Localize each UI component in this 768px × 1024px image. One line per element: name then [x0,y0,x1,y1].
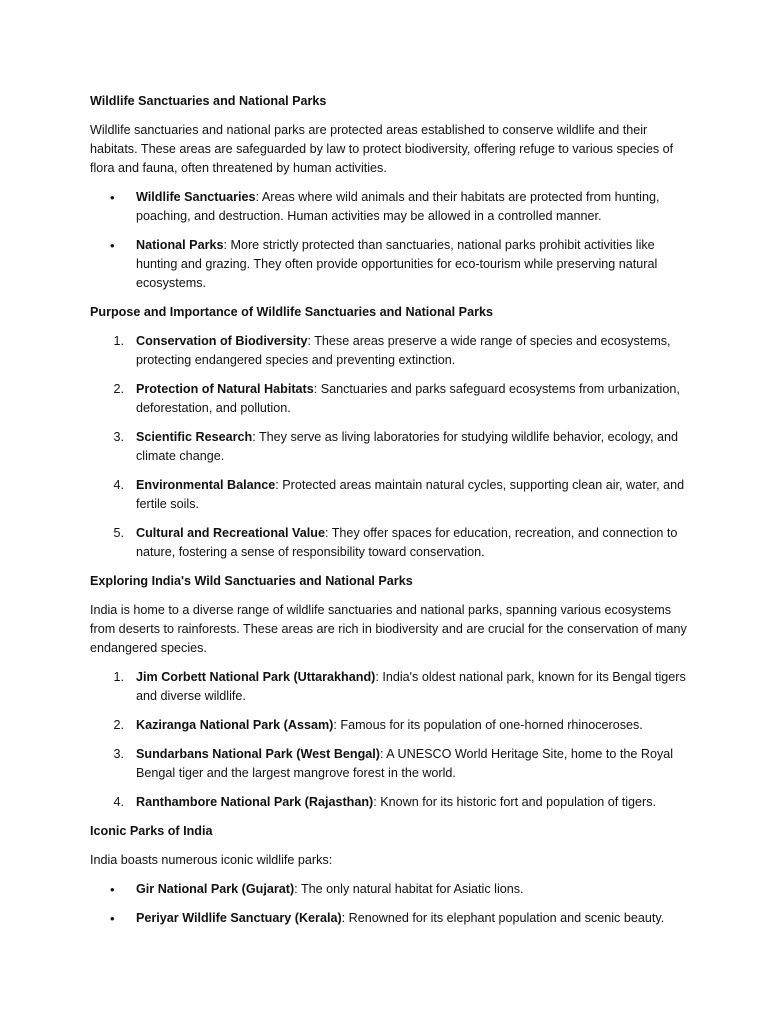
list-item-text: : Known for its historic fort and population of tigers. [373,795,657,809]
list-item [90,524,690,562]
list-item [90,793,690,812]
list-item-term: Scientific Research [136,430,253,444]
bullet-list-definitions [90,188,690,293]
bullet-marker: • [110,911,115,926]
list-item [90,428,690,466]
section-intro-iconic-parks: India boasts numerous iconic wildlife parks: [90,853,333,867]
list-item [90,880,690,899]
list-item [90,909,690,928]
numbered-list-purpose [90,332,690,562]
list-item-text: : Sanctuaries and parks safeguard ecosystems from urbanization, deforestation, and pollution. [136,382,680,415]
list-item-term: Protection of Natural Habitats [136,382,314,396]
list-item-text: : These areas preserve a wide range of species and ecosystems, protecting endangered species and preventing extinction. [136,334,671,367]
list-item [90,380,690,418]
list-item-term: Periyar Wildlife Sanctuary (Kerala) [136,911,342,925]
list-item-text: : The only natural habitat for Asiatic lions. [294,882,524,896]
list-item-text: : They serve as living laboratories for studying wildlife behavior, ecology, and climate change. [136,430,679,463]
list-item-text: : Renowned for its elephant population and scenic beauty. [341,911,665,925]
list-item-term: Sundarbans National Park (West Bengal) [136,747,380,761]
list-number: 2. [113,382,124,396]
list-item-term: Ranthambore National Park (Rajasthan) [136,795,374,809]
list-item-text: : Areas where wild animals and their habitats are protected from hunting, poaching, and destruction. Human activities may be allowed in a controlled manner. [136,190,660,223]
list-item-text: : They offer spaces for education, recreation, and connection to nature, fostering a sense of responsibility toward conservation. [136,526,678,559]
list-item-text: : A UNESCO World Heritage Site, home to the Royal Bengal tiger and the largest mangrove forest in the world. [136,747,674,780]
list-item-text: : More strictly protected than sanctuaries, national parks prohibit activities like hunting and grazing. They often provide opportunities for eco-tourism while preserving natural ecosystems. [136,238,658,290]
section-intro-exploring-india: India is home to a diverse range of wildlife sanctuaries and national parks, spanning various ecosystems from deserts to rainforests. These areas are rich in biodiversity and are crucial for the conservation of many endangered species. [90,603,687,655]
list-item-term: National Parks [136,238,224,252]
list-item [90,476,690,514]
list-item [90,745,690,783]
list-item-term: Wildlife Sanctuaries [136,190,256,204]
list-item [90,332,690,370]
section-heading-exploring-india: Exploring India's Wild Sanctuaries and National Parks [90,574,413,588]
list-item-text: : Famous for its population of one-horned rhinoceroses. [333,718,643,732]
list-item-term: Cultural and Recreational Value [136,526,325,540]
list-number: 3. [113,747,124,761]
list-number: 2. [113,718,124,732]
list-number: 1. [113,670,124,684]
list-item-text: : India's oldest national park, known for its Bengal tigers and diverse wildlife. [136,670,686,703]
list-number: 4. [113,795,124,809]
bullet-marker: • [110,882,115,897]
list-item-term: Jim Corbett National Park (Uttarakhand) [136,670,376,684]
list-item [90,716,690,735]
list-item [90,668,690,706]
list-item-term: Environmental Balance [136,478,276,492]
bullet-marker: • [110,238,115,253]
bullet-list-iconic-parks [90,880,690,928]
list-number: 1. [113,334,124,348]
bullet-marker: • [110,190,115,205]
list-item-term: Conservation of Biodiversity [136,334,308,348]
list-number: 4. [113,478,124,492]
section-heading-iconic-parks: Iconic Parks of India [90,824,213,838]
list-number: 5. [113,526,124,540]
list-item [90,188,690,226]
document-page [90,92,690,938]
list-number: 3. [113,430,124,444]
list-item [90,236,690,293]
section-heading-purpose: Purpose and Importance of Wildlife Sanctuaries and National Parks [90,305,493,319]
section-heading-wildlife-sanctuaries: Wildlife Sanctuaries and National Parks [90,94,327,108]
list-item-term: Kaziranga National Park (Assam) [136,718,334,732]
numbered-list-parks [90,668,690,812]
list-item-text: : Protected areas maintain natural cycles, supporting clean air, water, and fertile soils. [136,478,685,511]
list-item-term: Gir National Park (Gujarat) [136,882,295,896]
section-intro-wildlife-sanctuaries: Wildlife sanctuaries and national parks are protected areas established to conserve wildlife and their habitats. These areas are safeguarded by law to protect biodiversity, offering refuge to various species of flora and fauna, often threatened by human activities. [90,123,674,175]
